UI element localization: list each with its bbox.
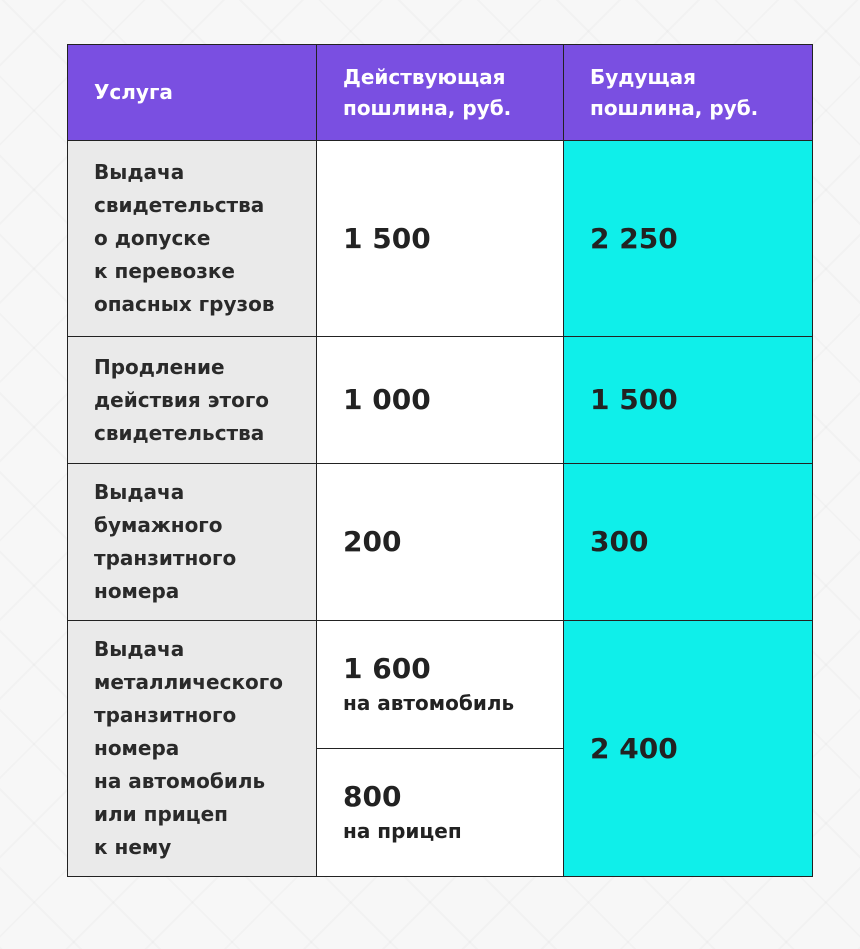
table-header-row [68,45,813,141]
table-row [68,141,813,337]
table-row [68,621,813,749]
current-fee-trailer-cell: 800 на прицеп [317,749,564,877]
future-fee-cell: 300 [564,464,813,621]
service-cell: Выдача свидетельства о допуске к перевозке опасных грузов [68,141,317,337]
table-row [68,337,813,464]
service-cell: Выдача металлического транзитного номера на автомобиль или прицеп к нему [68,621,317,877]
current-fee-cell: 1 500 [317,141,564,337]
header-service: Услуга [68,45,317,141]
service-cell: Продление действия этого свидетельства [68,337,317,464]
header-current-fee: Действующая пошлина, руб. [317,45,564,141]
future-fee-cell: 2 250 [564,141,813,337]
service-cell: Выдача бумажного транзитного номера [68,464,317,621]
current-fee-car-cell: 1 600 на автомобиль [317,621,564,749]
current-fee-cell: 1 000 [317,337,564,464]
table-row [68,464,813,621]
fee-table [67,44,813,877]
current-fee-cell: 200 [317,464,564,621]
future-fee-cell: 2 400 [564,621,813,877]
future-fee-cell: 1 500 [564,337,813,464]
header-future-fee: Будущая пошлина, руб. [564,45,813,141]
